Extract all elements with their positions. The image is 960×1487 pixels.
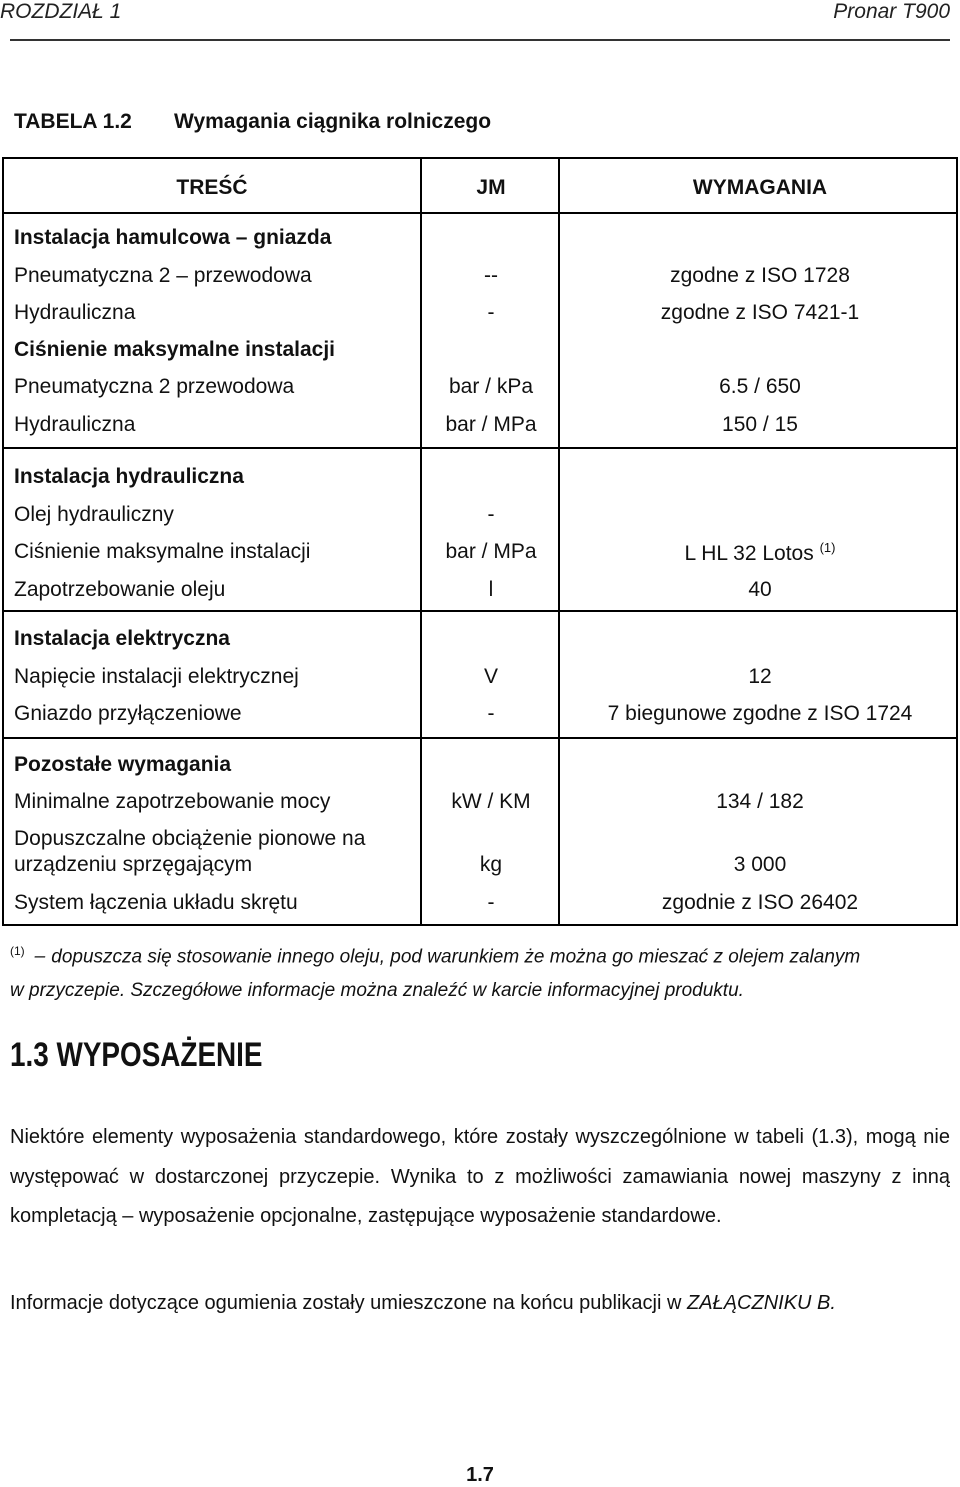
oil-value: L HL 32 Lotos: [684, 542, 814, 565]
row-divider: [4, 447, 956, 449]
row-label: Napięcie instalacji elektrycznej: [14, 665, 299, 688]
paragraph-text: Informacje dotyczące ogumienia zostały umieszczone na końcu publikacji w: [10, 1292, 688, 1314]
row-label: Gniazdo przyłączeniowe: [14, 702, 242, 725]
row-unit: -: [487, 503, 495, 526]
requirements-table: [2, 157, 958, 926]
section-title: Instalacja hydrauliczna: [14, 465, 244, 488]
row-label: System łączenia układu skrętu: [14, 891, 298, 914]
row-label: Hydrauliczna: [14, 413, 136, 436]
row-label: Pneumatyczna 2 – przewodowa: [14, 264, 312, 287]
row-unit: bar / kPa: [448, 375, 534, 398]
appendix-reference: ZAŁĄCZNIKU B.: [687, 1292, 836, 1314]
row-label: Pneumatyczna 2 przewodowa: [14, 375, 295, 398]
row-value: 6.5 / 650: [719, 375, 801, 398]
row-value: zgodne z ISO 1728: [670, 264, 850, 287]
column-header-requirements: WYMAGANIA: [692, 176, 828, 199]
section-heading: 1.3 WYPOSAŻENIE: [10, 1036, 263, 1074]
footnote-dash: –: [34, 946, 46, 968]
table-number: TABELA 1.2: [14, 110, 132, 133]
row-divider: [4, 610, 956, 612]
row-value: 40: [748, 578, 772, 601]
footnote-line: dopuszcza się stosowanie innego oleju, pod warunkiem że można go mieszać z olejem zalanym: [51, 946, 861, 968]
row-value: [560, 540, 960, 566]
row-unit: --: [484, 264, 498, 287]
row-label-continued: urządzeniu sprzęgającym: [14, 853, 253, 876]
row-unit: kg: [479, 853, 503, 876]
row-label: Hydrauliczna: [14, 301, 136, 324]
column-header-unit: JM: [476, 176, 506, 199]
row-label: Zapotrzebowanie oleju: [14, 578, 226, 601]
row-unit: kW / KM: [451, 790, 531, 813]
row-label: Ciśnienie maksymalne instalacji: [14, 540, 311, 563]
header-divider: [10, 39, 950, 41]
row-unit: -: [487, 301, 495, 324]
row-value: zgodne z ISO 7421-1: [660, 301, 860, 324]
row-unit: l: [488, 578, 494, 601]
row-unit: bar / MPa: [445, 413, 537, 436]
row-value: zgodnie z ISO 26402: [661, 891, 859, 914]
row-label: Minimalne zapotrzebowanie mocy: [14, 790, 331, 813]
table-caption: [14, 110, 491, 134]
row-divider: [4, 212, 956, 214]
row-divider: [4, 737, 956, 739]
row-value: 12: [748, 665, 772, 688]
row-value: 150 / 15: [722, 413, 798, 436]
page-number: 1.7: [466, 1464, 494, 1486]
product-name: Pronar T900: [833, 0, 950, 23]
section-title: Pozostałe wymagania: [14, 753, 232, 776]
chapter-label: ROZDZIAŁ 1: [0, 0, 122, 23]
row-value: 134 / 182: [716, 790, 804, 813]
row-label: Olej hydrauliczny: [14, 503, 174, 526]
section-paragraph: [10, 1292, 950, 1315]
table-footnote: [10, 934, 950, 1008]
column-header-content: TREŚĆ: [176, 176, 248, 199]
row-unit: -: [487, 891, 495, 914]
section-paragraph: Niektóre elementy wyposażenia standardowego, które zostały wyszczególnione w tabeli (1.3), mogą nie występować w dostarczonej przyczepie. Wynika to z możliwości zamawiania nowej maszyny z inną kompletacją – wyposażenie opcjonalne, zastępujące wyposażenie standardowe.: [10, 1126, 950, 1227]
footnote-line: w przyczepie. Szczegółowe informacje można znaleźć w karcie informacyjnej produktu.: [10, 980, 744, 1002]
section-title: Instalacja hamulcowa – gniazda: [14, 226, 332, 249]
table-title: Wymagania ciągnika rolniczego: [174, 110, 492, 133]
row-value: 3 000: [733, 853, 787, 876]
row-unit: -: [487, 702, 495, 725]
row-value: 7 biegunowe zgodne z ISO 1724: [607, 702, 913, 725]
row-label: Dopuszczalne obciążenie pionowe na: [14, 827, 366, 850]
footnote-reference: (1): [819, 540, 836, 555]
row-unit: bar / MPa: [445, 540, 537, 563]
section-title: Instalacja elektryczna: [14, 627, 230, 650]
section-title: Ciśnienie maksymalne instalacji: [14, 338, 335, 361]
footnote-mark: (1): [10, 944, 25, 958]
row-unit: V: [483, 665, 498, 688]
